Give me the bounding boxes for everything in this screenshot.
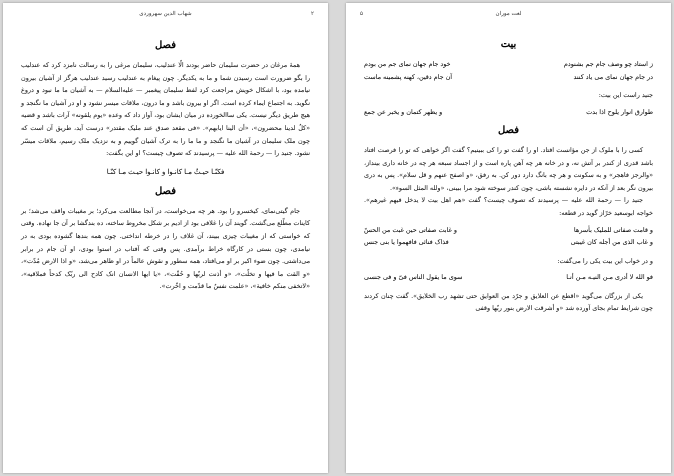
verse-block: [364, 106, 653, 119]
verse-block: [364, 271, 653, 284]
section-heading: فصل: [154, 40, 177, 51]
hemistich: در جام جهان نمای می یاد کنند: [573, 72, 653, 81]
hemistich: و یظهر کتمان و یخبر عن جمع: [364, 107, 443, 116]
verse-line: [364, 71, 653, 84]
hemistich: و غاب الذی من أجله کان غیبتی: [570, 238, 653, 247]
hemistich: و غابت صفاتی حین غبت من الحسّ: [364, 225, 457, 234]
page-body: [364, 33, 653, 465]
hemistich: و قامت صفاتی للملیک بأسرها: [573, 225, 653, 234]
running-head: [17, 11, 314, 23]
running-head-title: لغت موران: [495, 11, 522, 17]
paragraph: و در خواب این بیت یکی را می‌گفت:: [557, 256, 653, 265]
hemistich: خود جام جهان نمای جم من بودم: [364, 60, 451, 68]
verse-line: [364, 106, 653, 119]
centered-verse: فکنّـا حیـثٌ مـا کانـوا و کانـوا حیـث مـا کنّـا: [106, 167, 225, 176]
hemistich: فذاک فنائی فافهموا یا بنی جنس: [364, 238, 449, 247]
section-heading: فصل: [154, 185, 177, 197]
paragraph: یکی از بزرگان می‌گوید «اقطع عن العلایق و جرّد من العوایق حتی تشهد رب الخلایق». گفت چنان کردند چون شرایط تمام بجای آورده شد «و أشرقت الارض بنور ربّها وقفی: [364, 291, 653, 313]
paragraph: جام گیتی‌نمای، کیخسرو را بود. هر چه می‌خواست، در آنجا مطالعت می‌کرد؛ بر مغیبات واقف می‌شد؛ بر کاینات مطّلع می‌گشت. گویند آن را غلافی بود از ادیم بر شکل مخروط ساخته، ده بندگشا بر آن جا نهاده. وقتی که خواستی که از مغیبات چیزی ببیند، آن غلاف را در خرطه انداختی. چون همه بندها گشوده بودی به در نیامدی، چون بستی در کارگاه خراط برآمدی. پس وقتی که آفتاب در استوا بودی، او آن جام در برابر می‌داشتی. چون ضوء اکبر بر او می‌افتاد، همه سطور و نقوش عالماً در او ظاهر می‌شد، «و اذا الارض مُدّت»، «و القت ما فیها و تخلّت»، «و أذنت لربّها و حُقّت»، «یا ایها الانسان انک کادح الی ربّک کدحاً فملاقیه»، «لاتخفی منکم خافیة»، «علمت نفسٌ ما قدّمت و اخّرت».: [21, 206, 310, 291]
verse-line: [364, 271, 653, 284]
running-head-title: شهاب الدين سهروردی: [139, 11, 192, 17]
verse-line: [364, 236, 653, 249]
hemistich: سوی ما یقول الناس فیّ و فی جنسی: [364, 273, 463, 282]
paragraph: کسی را با ملوک از جن مؤانست افتاد. او را گفت تو را کی ببینیم؟ گفت اگر خواهی که تو را فرصت افتاد باشد قدری از کندر بر آتش نه، و در خانه هر چه آهن پاره است و از اجساد سبعه هر چه در خانه داری بینداز، «والرجز فاهجر» و به سکونت و هر چه بانگ دارد دور کن. به رفق، «و اصفح عنهم و قل سلام». پس به دری بیرون نگر بعد از آنکه در دایره نشسته باشی، چون کندر سوخته شود مرا ببینی، «ولله المثل السوء».: [364, 146, 653, 192]
right-page: [346, 3, 671, 473]
page-number: ۵: [360, 11, 364, 17]
page-body: [21, 33, 310, 465]
paragraph: همهٔ مرغان در حضرت سلیمان حاضر بودند الّا عندلیب، سلیمان مرغی را به رسالت نامزد کرد که عندلیب را بگو ضرورت است رسیدن شما و ما به یکدیگر. چون پیغام به عندلیب رسید عندلیب هرگز از آشیان بیرون نیامده بود، با اشکال خویش مراجعت کرد لفظ سلیمان پیغمبر — علیه‌السلام — به آشیان ما ما نبود و دروغ نگوید. به اجتماع ایماء کرده است. اگر او بیرون باشد و ما درون، ملاقات میسر نشود و او در آشیان ما نگنجد و هیچ طریق دیگر نیست. یکی ساالخورده در میان ایشان بود، آواز داد که وعده «یوم یلقونه» آرات باشد و قضیه «کلٌ لدینا محضرون»، «أن الینا ایابهم». «فی مقعد صدق عند ملیک مقتدر» درست آید، طریق آن است که چون ملک سلیمان در آشیان ما نگنجد و ما ما را به ترک آشیان گوییم و به نزدیک ملک رسیم، ملاقات میسّر نشود. جنید را — رحمة الله علیه — پرسیدند که تصوف چیست؟ او این بگفت:: [21, 61, 310, 158]
page-number: ٢: [310, 11, 314, 17]
section-heading: بیت: [500, 39, 517, 50]
hemistich: طوارق انوار یلوح اذا بدت: [586, 107, 653, 116]
hemistich: فو الله لا أدری مـن النیـه مـن أنـا: [566, 273, 653, 282]
verse-block: [364, 224, 653, 249]
left-page: [3, 3, 328, 473]
paragraph: جنید را — رحمة الله علیه — پرسیدند که تصوف چیست؟ گفت «هم اهل بیت لا یدخل فیهم غیرهم». خواجه ابوسعید خرّاز گوید در قطعه:: [364, 196, 653, 218]
running-head: [360, 11, 657, 23]
section-heading: فصل: [497, 125, 520, 137]
hemistich: ز استاد چو وصف جام جم بشنودم: [563, 60, 653, 68]
verse-line: [364, 224, 653, 237]
verse-line: [364, 58, 653, 71]
hemistich: آن جام دقین، کهنه پشمینه ماست: [364, 72, 453, 81]
paragraph: جنید راست این بیت:: [598, 91, 653, 99]
verse-block: [364, 58, 653, 83]
